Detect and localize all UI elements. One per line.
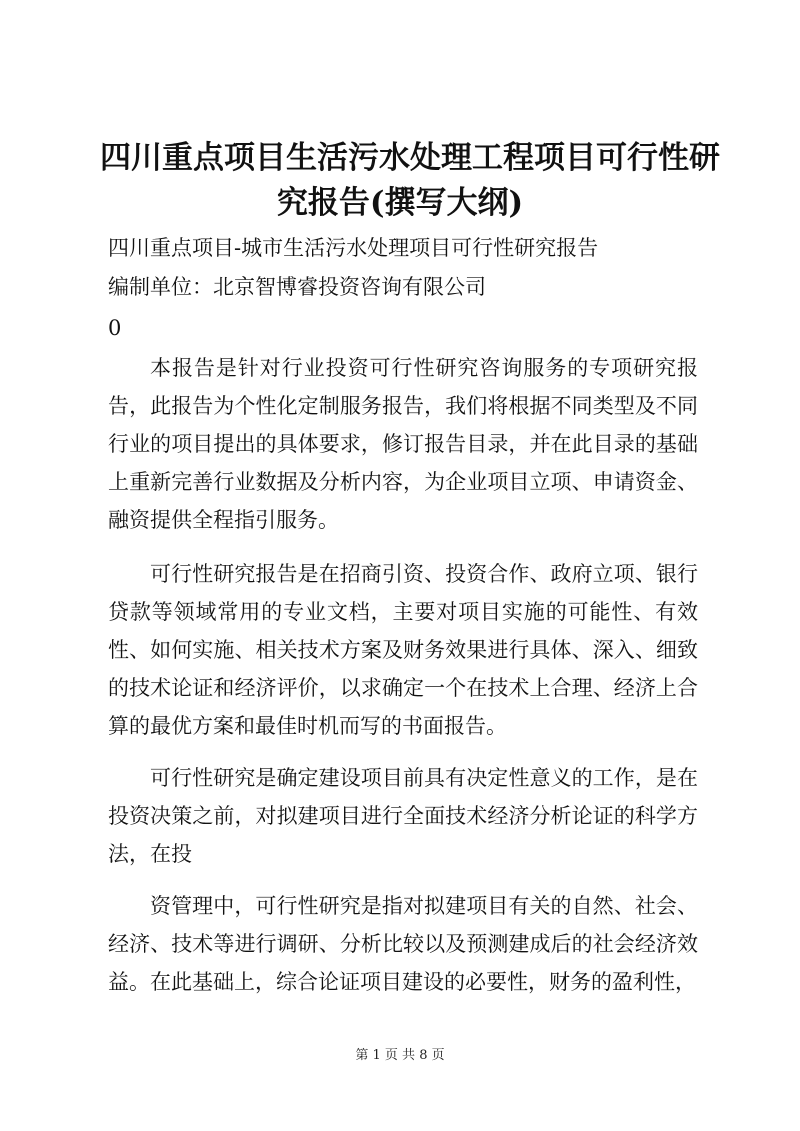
paragraph-4: 资管理中，可行性研究是指对拟建项目有关的自然、社会、经济、技术等进行调研、分析比较以及预测建成后的社会经济效益。在此基础上，综合论证项目建设的必要性，财务的盈利性，	[108, 894, 698, 994]
paragraph-2: 可行性研究报告是在招商引资、投资合作、政府立项、银行贷款等领域常用的专业文档，主要对项目实施的可能性、有效性、如何实施、相关技术方案及财务效果进行具体、深入、细致的技术论证和经济评价，以求确定一个在技术上合理、经济上合算的最优方案和最佳时机而写的书面报告。	[108, 562, 698, 738]
report-subtitle: 四川重点项目-城市生活污水处理项目可行性研究报告	[108, 236, 599, 260]
document-title-line-1: 四川重点项目生活污水处理工程项目可行性研	[100, 140, 720, 176]
paragraph-3: 可行性研究是确定建设项目前具有决定性意义的工作，是在投资决策之前，对拟建项目进行全面技术经济分析论证的科学方法，在投	[108, 766, 698, 866]
compiler-line: 编制单位：北京智博睿投资咨询有限公司	[108, 275, 486, 299]
page-footer: 第 1 页 共 8 页	[355, 1048, 445, 1063]
zero-marker: 0	[108, 316, 122, 340]
paragraph-1: 本报告是针对行业投资可行性研究咨询服务的专项研究报告，此报告为个性化定制服务报告，我们将根据不同类型及不同行业的项目提出的具体要求，修订报告目录，并在此目录的基础上重新完善行业数据及分析内容，为企业项目立项、申请资金、融资提供全程指引服务。	[108, 356, 698, 532]
document-title-line-2: 究报告(撰写大纲)	[276, 185, 524, 221]
